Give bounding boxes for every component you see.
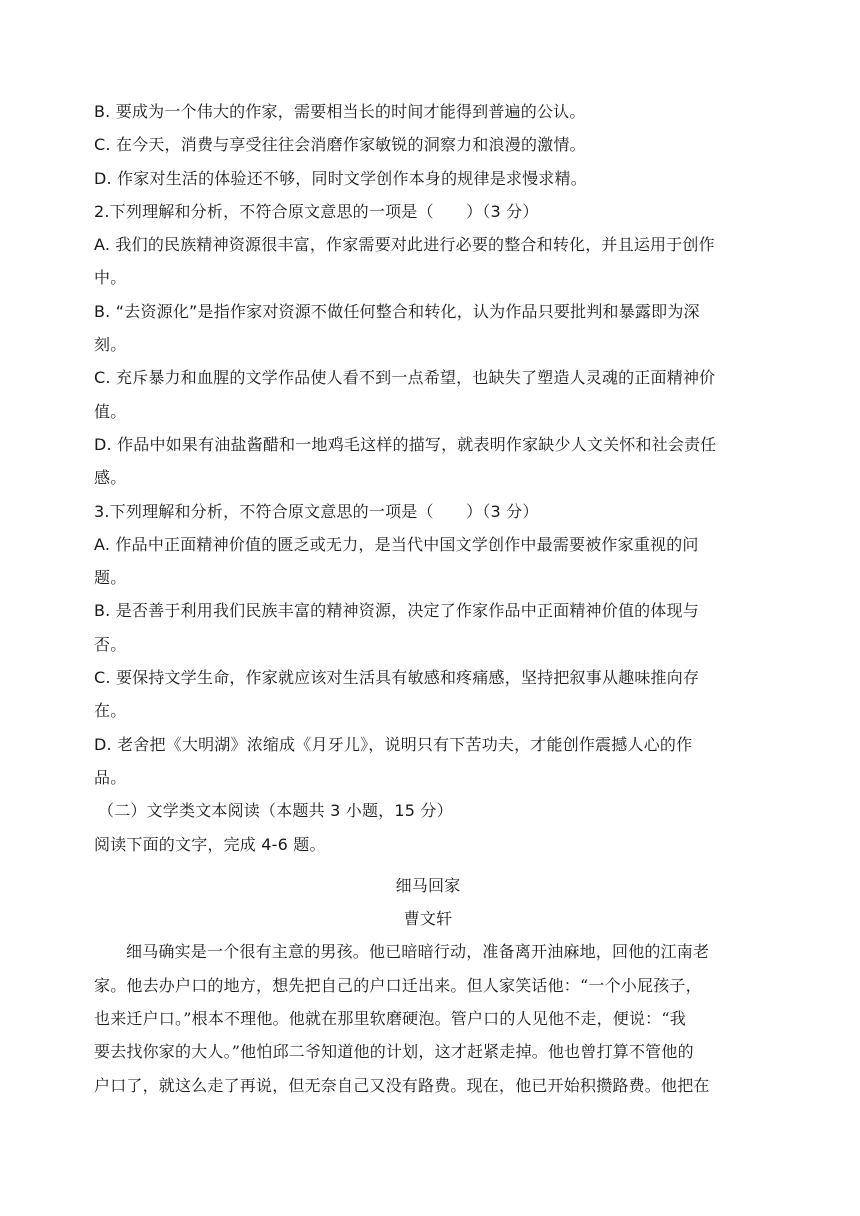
- q2-option-a-line1: A. 我们的民族精神资源很丰富，作家需要对此进行必要的整合和转化，并且运用于创作: [94, 235, 715, 255]
- document-page: [94, 95, 762, 1102]
- q3-option-a-line2: 题。: [94, 568, 127, 588]
- story-title: 细马回家: [395, 875, 461, 895]
- q2-stem: 2.下列理解和分析，不符合原文意思的一项是（ ）（3 分）: [94, 201, 539, 221]
- q3-option-b-line2: 否。: [94, 634, 127, 654]
- q1-option-d: D. 作家对生活的体验还不够，同时文学创作本身的规律是求慢求精。: [94, 168, 587, 188]
- q2-option-d-line2: 感。: [94, 468, 127, 488]
- q2-option-a-line2: 中。: [94, 268, 127, 288]
- q3-option-c-line1: C. 要保持文学生命，作家就应该对生活具有敏感和疼痛感，坚持把叙事从趣味推向存: [94, 668, 700, 688]
- q3-option-c-line2: 在。: [94, 701, 127, 721]
- story-paragraph-line: 要去找你家的大人。”他怕邱二爷知道他的计划，这才赶紧走掉。他也曾打算不管他的: [94, 1042, 694, 1062]
- q2-option-c-line2: 值。: [94, 401, 127, 421]
- story-paragraph-line: 也来迁户口。”根本不理他。他就在那里软磨硬泡。管户口的人见他不走，便说：“我: [94, 1009, 686, 1029]
- section-instruction: 阅读下面的文字，完成 4-6 题。: [94, 834, 326, 854]
- section-heading: （二）文学类文本阅读（本题共 3 小题，15 分）: [98, 801, 453, 821]
- story-paragraph-line: 细马确实是一个很有主意的男孩。他已暗暗行动，准备离开油麻地，回他的江南老: [126, 942, 710, 962]
- q3-option-a-line1: A. 作品中正面精神价值的匮乏或无力，是当代中国文学创作中最需要被作家重视的问: [94, 534, 699, 554]
- q3-option-d-line2: 品。: [94, 767, 127, 787]
- q2-option-d-line1: D. 作品中如果有油盐酱醋和一地鸡毛这样的描写，就表明作家缺少人文关怀和社会责任: [94, 434, 717, 454]
- story-paragraph-line: 家。他去办户口的地方，想先把自己的户口迁出来。但人家笑话他：“一个小屁孩子，: [94, 975, 702, 995]
- q3-stem: 3.下列理解和分析，不符合原文意思的一项是（ ）（3 分）: [94, 501, 539, 521]
- q2-option-b-line1: B. “去资源化”是指作家对资源不做任何整合和转化，认为作品只要批判和暴露即为深: [94, 301, 700, 321]
- q1-option-c: C. 在今天，消费与享受往往会消磨作家敏锐的洞察力和浪漫的激情。: [94, 135, 586, 155]
- story-author: 曹文轩: [403, 909, 453, 929]
- q1-option-b: B. 要成为一个伟大的作家，需要相当长的时间才能得到普遍的公认。: [94, 102, 586, 121]
- q3-option-d-line1: D. 老舍把《大明湖》浓缩成《月牙儿》，说明只有下苦功夫，才能创作震撼人心的作: [94, 734, 693, 754]
- q3-option-b-line1: B. 是否善于利用我们民族丰富的精神资源，决定了作家作品中正面精神价值的体现与: [94, 601, 699, 621]
- q2-option-c-line1: C. 充斥暴力和血腥的文学作品使人看不到一点希望，也缺失了塑造人灵魂的正面精神价: [94, 368, 716, 388]
- q2-option-b-line2: 刻。: [94, 335, 127, 355]
- story-paragraph-line: 户口了，就这么走了再说，但无奈自己又没有路费。现在，他已开始积攒路费。他把在: [94, 1075, 710, 1095]
